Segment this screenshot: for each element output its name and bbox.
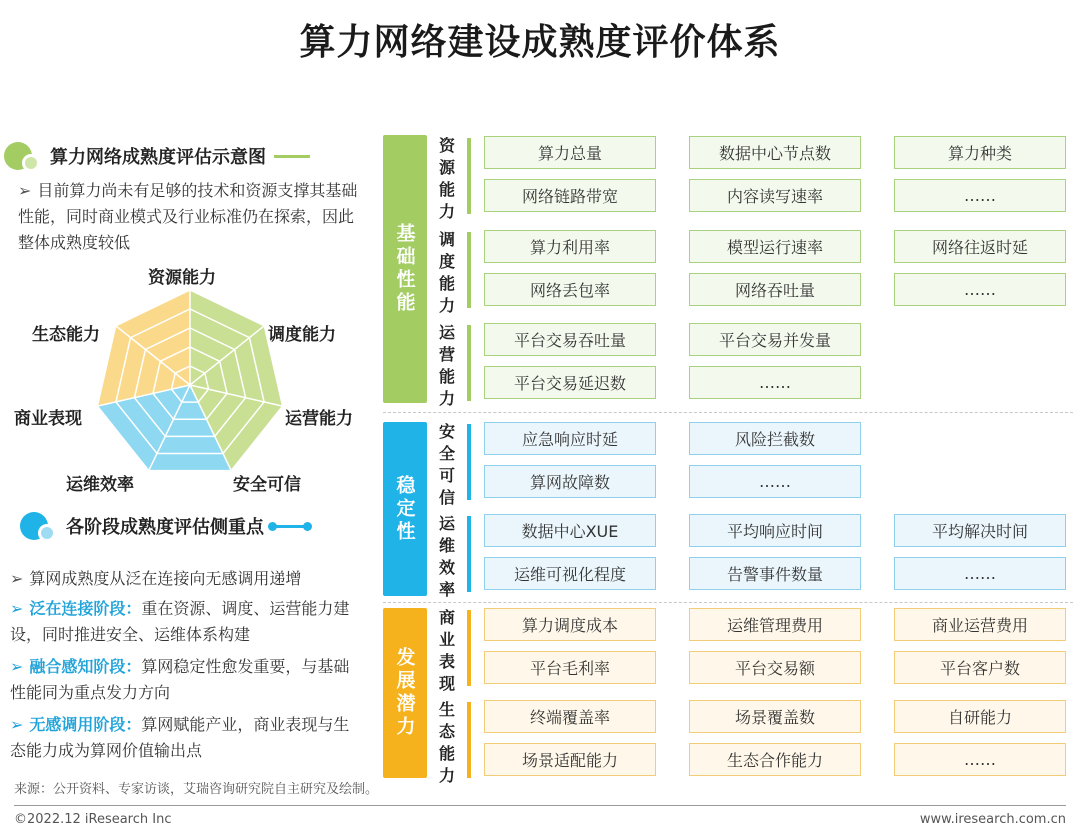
metric-cell: …… [689, 465, 861, 498]
category-label: 发展潜力 [393, 647, 416, 739]
sub-category-line [467, 702, 471, 778]
sub-category-label: 生态能力 [438, 700, 455, 785]
arrow-icon: ➢ [18, 181, 32, 200]
connector-line-icon [272, 525, 308, 528]
stage-text: 算网赋能产业，商业表现与生态能力成为算网价值输出点 [10, 715, 350, 760]
metric-cell: 算力调度成本 [484, 608, 656, 641]
radar-label-ecosystem: 生态能力 [32, 325, 100, 345]
metric-cell: 算力种类 [894, 136, 1066, 169]
metric-cell: 数据中心XUE [484, 514, 656, 547]
stage-bullet-3 [10, 712, 365, 764]
radar-label-operation: 运营能力 [285, 409, 353, 429]
metric-cell: …… [894, 557, 1066, 590]
sub-category-line [467, 138, 471, 214]
metric-cell: 生态合作能力 [689, 743, 861, 776]
arrow-icon: ➢ [10, 569, 24, 588]
metric-cell: …… [894, 179, 1066, 212]
radar-label-maintenance: 运维效率 [66, 475, 134, 495]
section-heading-label: 算力网络成熟度评估示意图 [50, 147, 266, 168]
metric-cell: 算力总量 [484, 136, 656, 169]
metric-cell: 网络往返时延 [894, 230, 1066, 263]
metric-cell: 模型运行速率 [689, 230, 861, 263]
metric-cell: 场景适配能力 [484, 743, 656, 776]
arrow-icon: ➢ [10, 599, 24, 618]
sub-category-line [467, 424, 471, 500]
stage-text: 算网成熟度从泛在连接向无感调用递增 [29, 569, 302, 588]
metric-cell: 平台交易并发量 [689, 323, 861, 356]
radar-label-security: 安全可信 [233, 475, 301, 495]
connector-line-icon [274, 155, 310, 158]
metric-cell: 商业运营费用 [894, 608, 1066, 641]
metric-cell: 风险拦截数 [689, 422, 861, 455]
metric-cell: 平台客户数 [894, 651, 1066, 684]
radar-note [18, 178, 358, 256]
sub-category-line [467, 325, 471, 401]
stage-prefix: 无感调用阶段： [29, 715, 142, 734]
sub-category-label: 安全可信 [438, 422, 455, 507]
category-label: 基础性能 [393, 223, 416, 315]
section-heading-radar [4, 138, 310, 174]
stage-prefix: 融合感知阶段： [29, 657, 142, 676]
sub-category-line [467, 516, 471, 592]
metric-cell: 数据中心节点数 [689, 136, 861, 169]
metric-cell: 终端覆盖率 [484, 700, 656, 733]
metric-cell: 内容读写速率 [689, 179, 861, 212]
metric-cell: 告警事件数量 [689, 557, 861, 590]
stage-prefix: 泛在连接阶段： [29, 599, 142, 618]
bubble-icon [20, 508, 60, 544]
footer-website: www.iresearch.com.cn [919, 812, 1066, 827]
metric-cell: 平台交易额 [689, 651, 861, 684]
sub-category-line [467, 232, 471, 308]
footer-divider [14, 805, 1066, 806]
section-heading-label: 各阶段成熟度评估侧重点 [66, 517, 264, 538]
category-potential [383, 608, 427, 778]
metric-cell: …… [894, 273, 1066, 306]
arrow-icon: ➢ [10, 657, 24, 676]
sub-category-label: 商业表现 [438, 608, 455, 693]
metric-cell: 平均响应时间 [689, 514, 861, 547]
radar-label-business: 商业表现 [14, 409, 82, 429]
metric-cell: 平台交易延迟数 [484, 366, 656, 399]
section-heading-stages [20, 508, 308, 544]
stage-text: 算网稳定性愈发重要，与基础性能同为重点发力方向 [10, 657, 350, 702]
metric-cell: 平台毛利率 [484, 651, 656, 684]
footer-copyright: ©2022.12 iResearch Inc [14, 812, 172, 827]
radar-note-text: 目前算力尚未有足够的技术和资源支撑其基础性能，同时商业模式及行业标准仍在探索，因此整体成熟度较低 [18, 181, 358, 252]
metric-cell: 场景覆盖数 [689, 700, 861, 733]
metric-cell: 运维可视化程度 [484, 557, 656, 590]
page-title: 算力网络建设成熟度评价体系 [299, 22, 781, 63]
metric-cell: 算力利用率 [484, 230, 656, 263]
sub-category-label: 调度能力 [438, 230, 455, 315]
metric-cell: 自研能力 [894, 700, 1066, 733]
divider [383, 602, 1073, 603]
divider [383, 412, 1073, 413]
stage-bullet-0 [10, 566, 365, 592]
category-basic-performance [383, 135, 427, 403]
source-note: 来源：公开资料、专家访谈，艾瑞咨询研究院自主研究及绘制。 [14, 782, 379, 797]
metric-cell: 网络丢包率 [484, 273, 656, 306]
sub-category-label: 运维效率 [438, 514, 455, 599]
metric-cell: …… [894, 743, 1066, 776]
sub-category-label: 运营能力 [438, 323, 455, 408]
sub-category-line [467, 610, 471, 686]
metric-cell: 网络链路带宽 [484, 179, 656, 212]
category-stability [383, 422, 427, 596]
stage-text: 重在资源、调度、运营能力建设，同时推进安全、运维体系构建 [10, 599, 350, 644]
bubble-icon [4, 138, 44, 174]
metric-cell: 网络吞吐量 [689, 273, 861, 306]
metric-cell: 运维管理费用 [689, 608, 861, 641]
metric-cell: 算网故障数 [484, 465, 656, 498]
arrow-icon: ➢ [10, 715, 24, 734]
radar-chart [90, 285, 290, 475]
radar-label-scheduling: 调度能力 [268, 325, 336, 345]
category-label: 稳定性 [393, 474, 416, 544]
stage-bullet-1 [10, 596, 365, 648]
metric-cell: …… [689, 366, 861, 399]
radar-label-resource: 资源能力 [148, 268, 216, 288]
metric-cell: 应急响应时延 [484, 422, 656, 455]
stage-bullet-2 [10, 654, 365, 706]
sub-category-label: 资源能力 [438, 136, 455, 221]
metric-cell: 平台交易吞吐量 [484, 323, 656, 356]
metric-cell: 平均解决时间 [894, 514, 1066, 547]
